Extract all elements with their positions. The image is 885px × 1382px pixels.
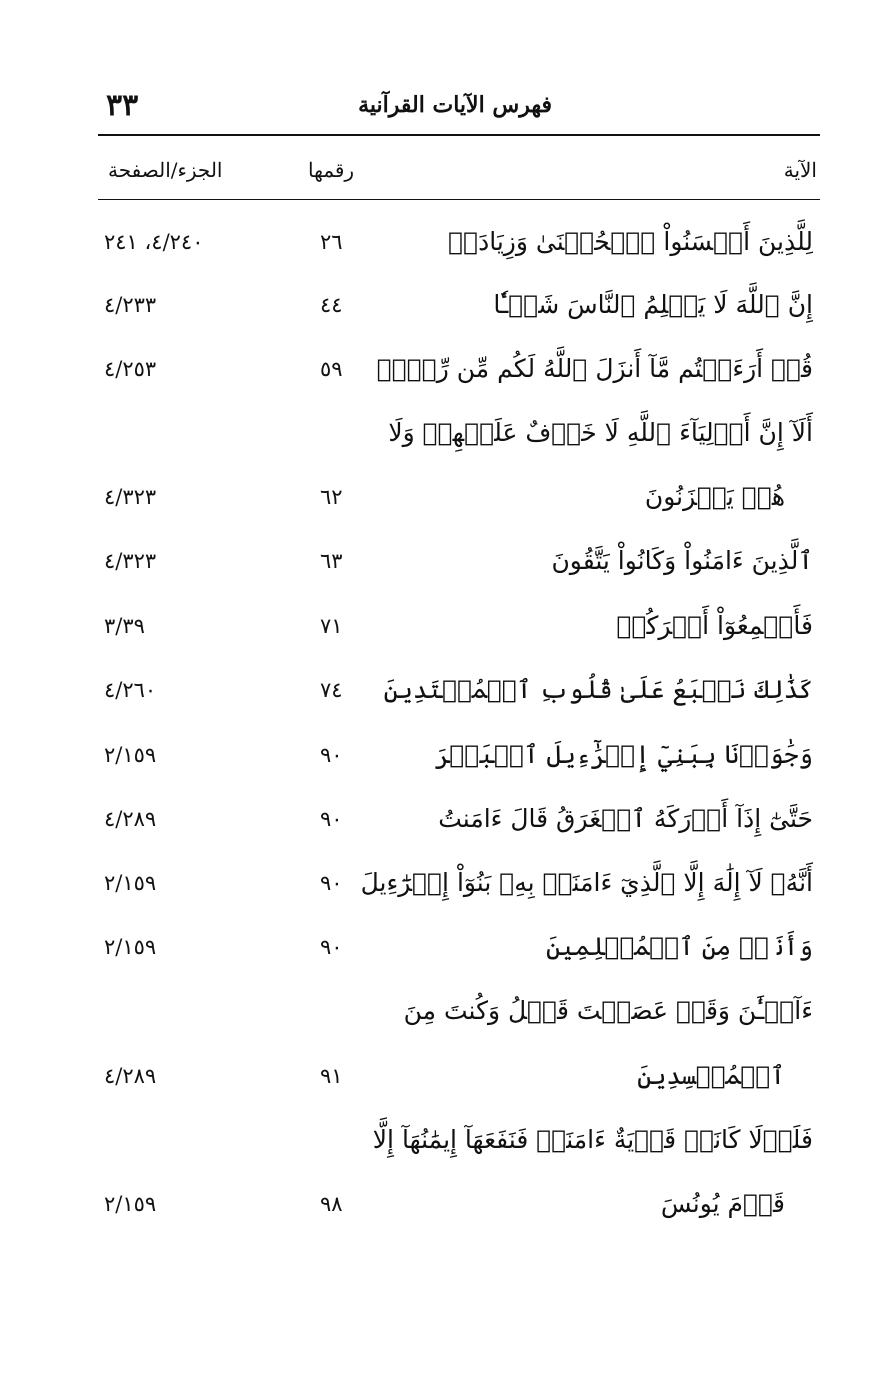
ayah-number: ٩٠	[320, 743, 343, 767]
ayah-text: ٱلۡمُفۡسِدِينَ	[637, 1061, 785, 1090]
ayah-text: لِلَّذِينَ أَحۡسَنُواْ ٱلۡحُسۡنَىٰ وَزِيَادَةٞ	[448, 227, 813, 256]
ayah-text: وَأَنَا۠ مِنَ ٱلۡمُسۡلِمِينَ	[545, 932, 813, 961]
table-row	[0, 409, 885, 457]
ayah-number: ٤٤	[320, 293, 343, 317]
part-page-reference: ٤/٢٥٣	[104, 357, 157, 381]
table-row	[0, 1180, 885, 1228]
column-header-ayah: الآية	[783, 158, 817, 182]
ayah-text: ٱلَّذِينَ ءَامَنُواْ وَكَانُواْ يَتَّقُونَ	[551, 546, 813, 575]
ayah-number: ٦٢	[320, 485, 343, 509]
ayah-number: ٢٦	[320, 230, 343, 254]
ayah-text: أَلَآ إِنَّ أَوۡلِيَآءَ ٱللَّهِ لَا خَوۡفٌ عَلَيۡهِمۡ وَلَا	[388, 418, 813, 447]
part-page-reference: ٢/١٥٩	[104, 871, 157, 895]
table-row	[0, 859, 885, 907]
part-page-reference: ٤/٢٨٩	[104, 807, 157, 831]
part-page-reference: ٤/٢٣٣	[104, 293, 157, 317]
ayah-number: ٩٠	[320, 935, 343, 959]
ayah-text: وَجَٰوَزۡنَا بِبَنِيٓ إِسۡرَٰٓءِيلَ ٱلۡبَحۡرَ	[434, 740, 813, 769]
column-header-part-page: الجزء/الصفحة	[108, 158, 223, 182]
ayah-number: ٩٠	[320, 871, 343, 895]
part-page-reference: ٤/٢٦٠	[104, 678, 157, 702]
header-rule	[98, 134, 820, 136]
table-row	[0, 731, 885, 779]
part-page-reference: ٢/١٥٩	[104, 935, 157, 959]
part-page-reference: ٢/١٥٩	[104, 743, 157, 767]
ayah-text: ءَآلۡـَٰٔنَ وَقَدۡ عَصَيۡتَ قَبۡلُ وَكُنتَ مِنَ	[403, 996, 813, 1025]
ayah-number: ٧١	[320, 614, 343, 638]
table-row	[0, 537, 885, 585]
table-row	[0, 281, 885, 329]
table-row	[0, 1052, 885, 1100]
ayah-number: ٥٩	[320, 357, 343, 381]
ayah-text: أَنَّهُۥ لَآ إِلَٰهَ إِلَّا ٱلَّذِيٓ ءَامَنَتۡ بِهِۦ بَنُوٓاْ إِسۡرَٰٓءِيلَ	[360, 868, 813, 897]
part-page-reference: ٤/٢٤٠، ٢٤١	[104, 230, 204, 254]
ayah-text: فَلَوۡلَا كَانَتۡ قَرۡيَةٌ ءَامَنَتۡ فَنَفَعَهَآ إِيمَٰنُهَآ إِلَّا	[372, 1125, 813, 1154]
ayah-text: قُلۡ أَرَءَيۡتُم مَّآ أَنزَلَ ٱللَّهُ لَكُم مِّن رِّزۡقٖ	[376, 354, 813, 383]
ayah-text: حَتَّىٰٓ إِذَآ أَدۡرَكَهُ ٱلۡغَرَقُ قَالَ ءَامَنتُ	[438, 804, 813, 833]
ayah-text: هُمۡ يَحۡزَنُونَ	[644, 482, 785, 511]
ayah-number: ٦٣	[320, 549, 343, 573]
part-page-reference: ٤/٢٨٩	[104, 1064, 157, 1088]
ayah-text: إِنَّ ٱللَّهَ لَا يَظۡلِمُ ٱلنَّاسَ شَيۡـٔٗا	[493, 290, 813, 319]
table-row	[0, 473, 885, 521]
ayah-number: ٧٤	[320, 678, 343, 702]
ayah-number: ٩١	[320, 1064, 343, 1088]
column-header-rule	[98, 199, 820, 200]
ayah-text: قَوۡمَ يُونُسَ	[660, 1189, 785, 1218]
page-header	[98, 88, 820, 128]
table-row	[0, 602, 885, 650]
table-row	[0, 923, 885, 971]
part-page-reference: ٣/٣٩	[104, 614, 145, 638]
table-row	[0, 218, 885, 266]
table-row	[0, 1116, 885, 1164]
table-row	[0, 987, 885, 1035]
ayah-number: ٩٨	[320, 1192, 343, 1216]
part-page-reference: ٢/١٥٩	[104, 1192, 157, 1216]
ayah-text: فَأَجۡمِعُوٓاْ أَمۡرَكُمۡ	[616, 611, 813, 640]
column-header-number: رقمها	[308, 158, 355, 182]
page-title: فهرس الآيات القرآنية	[358, 92, 552, 118]
part-page-reference: ٤/٣٢٣	[104, 485, 157, 509]
part-page-reference: ٤/٣٢٣	[104, 549, 157, 573]
ayah-number: ٩٠	[320, 807, 343, 831]
table-row	[0, 345, 885, 393]
page-number: ٣٣	[106, 88, 139, 123]
table-row	[0, 666, 885, 714]
table-row	[0, 795, 885, 843]
ayah-text: كَذَٰلِكَ نَطۡبَعُ عَلَىٰ قُلُوبِ ٱلۡمُعۡتَدِينَ	[383, 675, 813, 704]
